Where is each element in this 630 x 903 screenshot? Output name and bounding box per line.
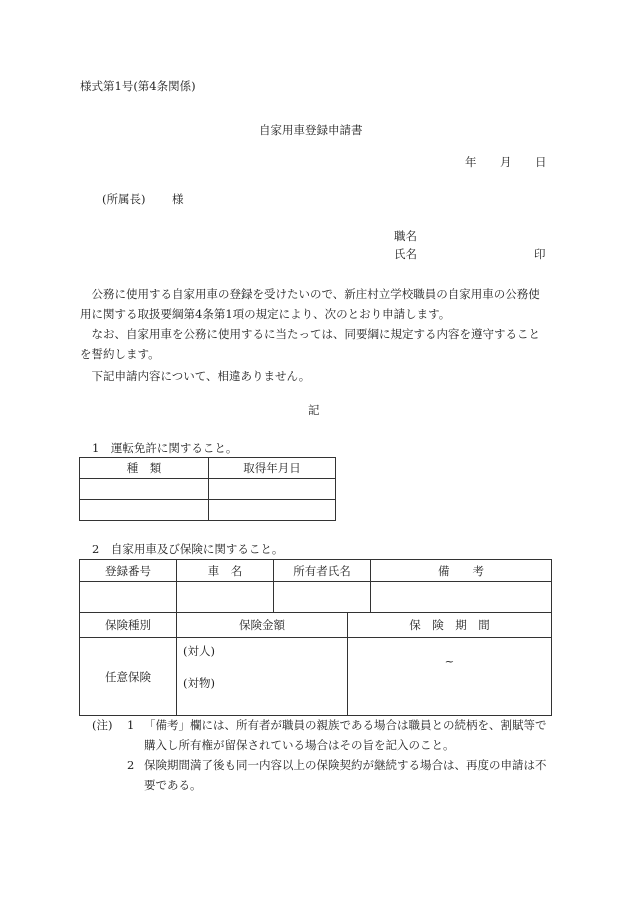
period-separator: ~: [444, 654, 455, 668]
insurance-amount-header: 保険金額: [177, 613, 348, 638]
amount-property-label: (対物): [183, 675, 215, 690]
owner-name-cell[interactable]: [274, 582, 371, 613]
car-name-header: 車 名: [177, 560, 274, 582]
section1-heading: 1 運転免許に関すること。: [92, 441, 238, 455]
note-2-number: 2: [127, 758, 135, 772]
insurance-table: [79, 612, 552, 716]
body-paragraph-2: なお、自家用車を公務に使用するに当たっては、同要綱に規定する内容を遵守することを誓約します。: [80, 327, 540, 361]
insurance-period-header: 保 険 期 間: [348, 613, 552, 638]
license-date-header: 取得年月日: [209, 458, 336, 479]
remarks-cell[interactable]: [371, 582, 552, 613]
license-type-header: 種 類: [80, 458, 209, 479]
date-year: 年: [465, 155, 477, 169]
amount-personal-label: (対人): [183, 644, 215, 658]
name-label: 氏名: [394, 247, 417, 261]
note-1-text: 「備考」欄には、所有者が職員の親族である場合は職員との続柄を、割賦等で購入し所有権が留保されている場合はその旨を記入のこと。: [144, 718, 547, 752]
position-label: 職名: [394, 229, 417, 243]
insurance-type-header: 保険種別: [80, 613, 177, 638]
note-2-text: 保険期間満了後も同一内容以上の保険契約が継続する場合は、再度の申請は不要である。: [144, 758, 547, 792]
insurance-type-cell: 任意保険: [80, 638, 177, 716]
seal-mark: 印: [534, 247, 546, 261]
date-month: 月: [500, 155, 512, 169]
license-type-cell[interactable]: [80, 500, 209, 521]
note-1-number: 1: [127, 718, 135, 732]
document-title: 自家用車登録申請書: [259, 123, 363, 137]
notes-label: (注): [92, 718, 113, 732]
remarks-header: 備 考: [371, 560, 552, 582]
section2-heading: 2 自家用車及び保険に関すること。: [92, 542, 284, 556]
addressee-name: (所属長): [102, 192, 146, 206]
car-name-cell[interactable]: [177, 582, 274, 613]
ki-marker: 記: [308, 403, 320, 417]
insurance-amount-cell[interactable]: [177, 638, 348, 716]
license-type-cell[interactable]: [80, 479, 209, 500]
license-date-cell[interactable]: [209, 479, 336, 500]
registration-number-header: 登録番号: [80, 560, 177, 582]
vehicle-table: [79, 559, 552, 613]
body-paragraph-3: 下記申請内容について、相違ありません。: [91, 369, 311, 383]
insurance-period-cell[interactable]: [348, 638, 552, 716]
form-number: 様式第1号(第4条関係): [80, 79, 196, 93]
registration-number-cell[interactable]: [80, 582, 177, 613]
body-paragraph-1: 公務に使用する自家用車の登録を受けたいので、新庄村立学校職員の自家用車の公務使用に関する取扱要綱第4条第1項の規定により、次のとおり申請します。: [80, 287, 540, 321]
addressee-honorific: 様: [172, 192, 184, 206]
license-date-cell[interactable]: [209, 500, 336, 521]
owner-name-header: 所有者氏名: [274, 560, 371, 582]
date-day: 日: [535, 155, 547, 169]
license-table: [79, 457, 336, 521]
